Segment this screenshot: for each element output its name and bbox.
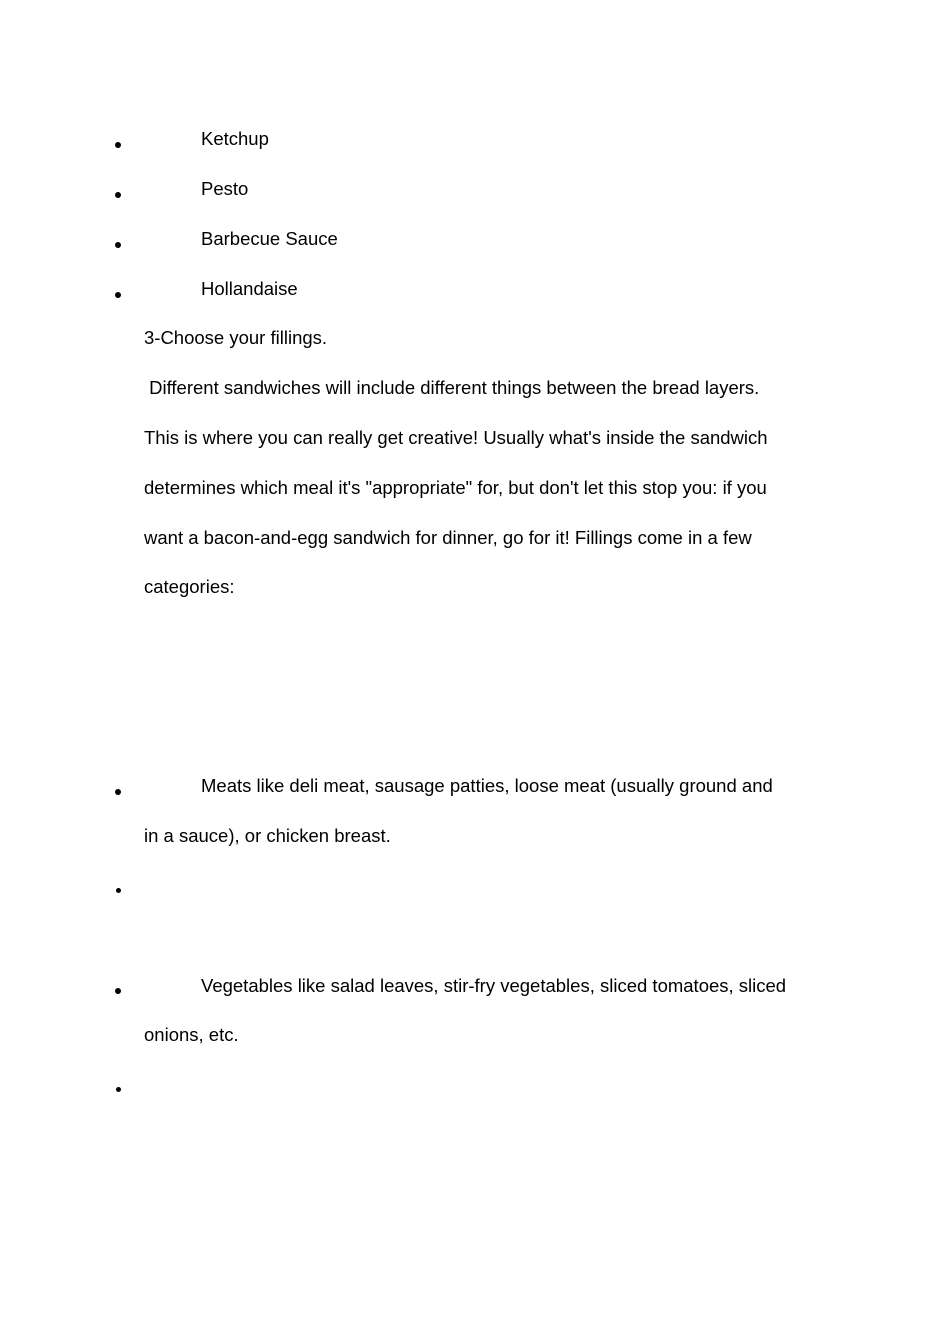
bullet-icon [115,142,121,148]
bullet-icon [115,242,121,248]
sauce-item-barbecue: Barbecue Sauce [201,228,338,249]
paragraph-line: categories: [144,576,235,597]
bullet-icon [116,1087,121,1092]
paragraph-line: This is where you can really get creative! Usually what's inside the sandwich [144,427,768,448]
sauce-item-pesto: Pesto [201,178,249,199]
filling-item-meats: Meats like deli meat, sausage patties, loose meat (usually ground and [201,775,773,796]
paragraph-line: Different sandwiches will include different things between the bread layers. [144,377,760,398]
paragraph-line: determines which meal it's "appropriate" for, but don't let this stop you: if you [144,477,767,498]
filling-item-vegetables-continued: onions, etc. [144,1024,239,1045]
sauce-item-hollandaise: Hollandaise [201,278,298,299]
bullet-icon [116,888,121,893]
paragraph-line: want a bacon-and-egg sandwich for dinner, go for it! Fillings come in a few [144,527,752,548]
step-heading: 3-Choose your fillings. [144,327,328,348]
bullet-icon [115,988,121,994]
bullet-icon [115,192,121,198]
sauce-item-ketchup: Ketchup [201,128,269,149]
bullet-icon [115,292,121,298]
filling-item-meats-continued: in a sauce), or chicken breast. [144,825,391,846]
filling-item-vegetables: Vegetables like salad leaves, stir-fry vegetables, sliced tomatoes, sliced [201,975,787,996]
bullet-icon [115,789,121,795]
